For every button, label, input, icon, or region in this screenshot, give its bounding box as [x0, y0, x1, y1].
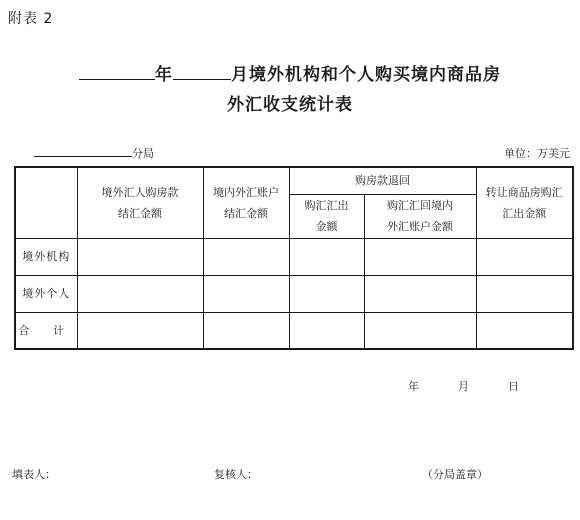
- header-col1-line2: 结汇金额: [118, 206, 162, 220]
- form-title-line-1: [0, 60, 580, 85]
- header-refund-group: 购房款退回: [289, 167, 476, 194]
- title-month-suffix: 月境外机构和个人购买境内商品房: [231, 65, 501, 85]
- header-col2-line1: 境内外汇账户: [213, 185, 279, 199]
- data-cell[interactable]: [476, 238, 573, 275]
- header-sub1-line1: 购汇汇出: [304, 199, 349, 212]
- header-refund-remit-back: [364, 194, 476, 238]
- table-row-total: [15, 312, 573, 349]
- header-sub2-line1: 购汇汇回境内: [387, 199, 453, 212]
- row-label-total: 合 计: [15, 312, 77, 349]
- branch-field: [34, 145, 154, 161]
- branch-seal-label: （分局盖章）: [422, 468, 488, 481]
- reviewer-signature-label: 复核人：: [214, 468, 258, 481]
- data-cell[interactable]: [364, 275, 476, 312]
- header-col2-line2: 结汇金额: [224, 206, 268, 220]
- data-cell[interactable]: [364, 238, 476, 275]
- date-year-label: 年: [408, 380, 419, 393]
- filler-signature-label: 填表人：: [12, 468, 56, 481]
- data-cell[interactable]: [203, 275, 289, 312]
- header-corner-cell: [15, 167, 77, 238]
- header-col-transfer-remittance: [476, 167, 573, 238]
- data-cell[interactable]: [289, 312, 364, 349]
- table-row: [15, 275, 573, 312]
- header-col-domestic-account-settlement: [203, 167, 289, 238]
- unit-label: 单位：万美元: [504, 147, 570, 160]
- date-month-label: 月: [458, 380, 469, 393]
- data-cell[interactable]: [203, 312, 289, 349]
- month-blank[interactable]: [173, 65, 231, 80]
- row-label-overseas-institutions: 境外机构: [15, 238, 77, 275]
- appendix-label: 附表 2: [8, 11, 54, 27]
- form-title-line-2: 外汇收支统计表: [227, 95, 353, 115]
- header-col1-line1: 境外汇人购房款: [101, 185, 179, 199]
- row-label-overseas-individuals: 境外个人: [15, 275, 77, 312]
- header-row-1: [15, 167, 573, 194]
- data-cell[interactable]: [203, 238, 289, 275]
- data-cell[interactable]: [77, 275, 203, 312]
- header-sub2-line2: 外汇账户金额: [387, 220, 453, 233]
- branch-suffix: 分局: [132, 147, 154, 160]
- data-cell[interactable]: [289, 238, 364, 275]
- data-cell[interactable]: [476, 312, 573, 349]
- table-row: [15, 238, 573, 275]
- header-col-inbound-settlement: [77, 167, 203, 238]
- data-cell[interactable]: [289, 275, 364, 312]
- header-refund-remit-out: [289, 194, 364, 238]
- branch-name-blank[interactable]: [34, 145, 132, 157]
- data-cell[interactable]: [77, 238, 203, 275]
- data-cell[interactable]: [77, 312, 203, 349]
- data-cell[interactable]: [364, 312, 476, 349]
- header-col5-line2: 汇出金额: [502, 206, 547, 220]
- title-year-suffix: 年: [155, 65, 173, 85]
- date-day-label: 日: [508, 380, 519, 393]
- data-cell[interactable]: [476, 275, 573, 312]
- statistics-table: [14, 166, 574, 350]
- date-field: [408, 378, 519, 394]
- header-sub1-line2: 金额: [315, 220, 338, 233]
- year-blank[interactable]: [79, 65, 155, 80]
- header-col5-line1: 转让商品房购汇: [485, 185, 563, 199]
